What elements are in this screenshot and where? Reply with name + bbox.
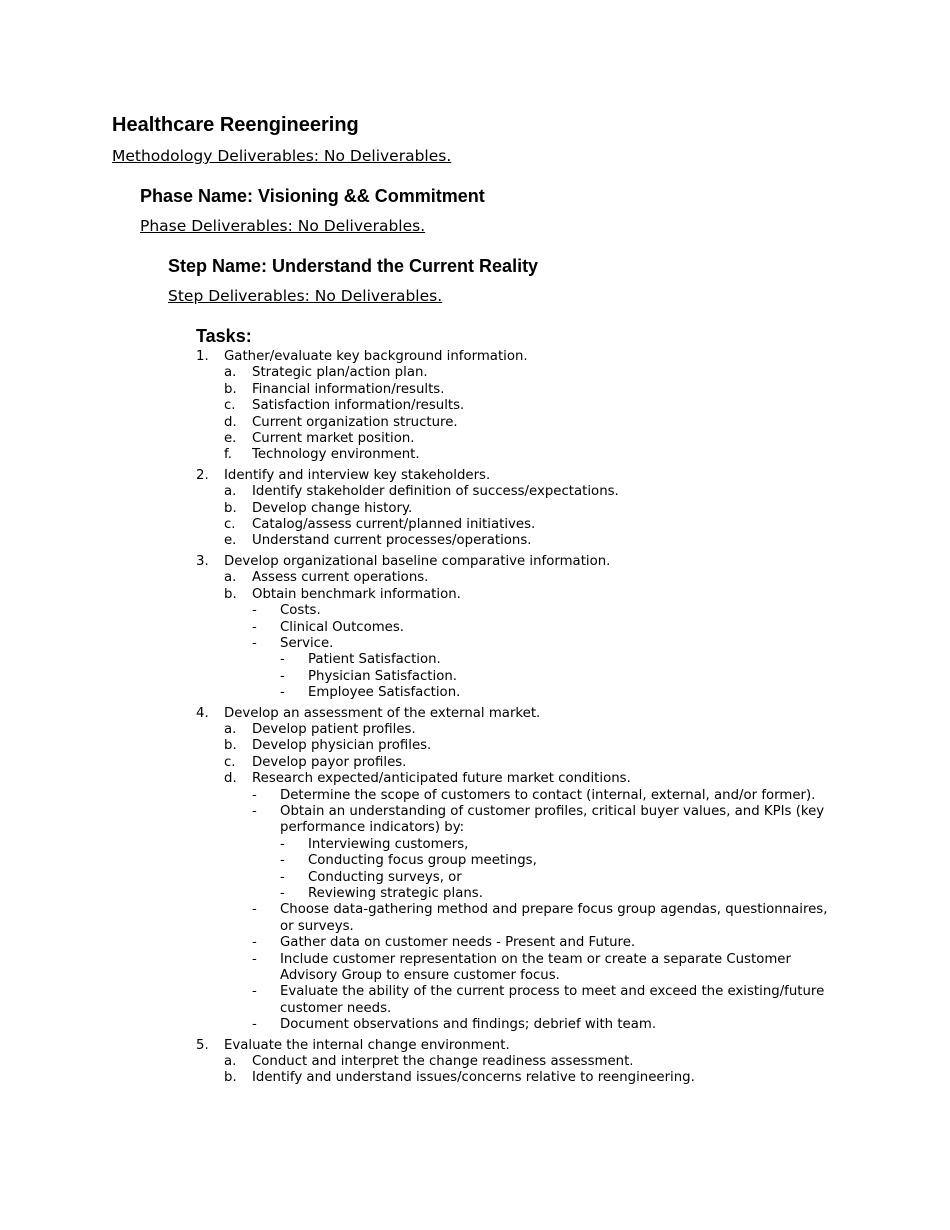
list-marker: -	[280, 668, 285, 684]
list-marker: -	[280, 853, 285, 869]
subtask-item	[224, 1054, 836, 1070]
list-item-text: Document observations and findings; debrief with team.	[280, 1017, 657, 1033]
list-marker: d.	[224, 771, 237, 787]
list-marker: 2.	[196, 467, 209, 483]
task-item	[196, 468, 836, 484]
list-item-text: Evaluate the ability of the current process to meet and exceed the existing/future customer needs.	[280, 984, 825, 1016]
bullet-item	[252, 620, 836, 636]
subtask-item	[224, 533, 836, 549]
list-item-text: Financial information/results.	[252, 381, 445, 397]
list-item-text: Conduct and interpret the change readiness assessment.	[252, 1054, 634, 1070]
bullet-item	[280, 853, 836, 869]
phase-deliverables: Phase Deliverables: No Deliverables.	[140, 217, 426, 235]
list-marker: a.	[224, 365, 237, 381]
list-item-text: Obtain benchmark information.	[252, 586, 461, 602]
subtask-item	[224, 1070, 836, 1086]
list-item-text: Interviewing customers,	[308, 836, 469, 852]
bullet-item	[252, 902, 836, 935]
subtask-item	[224, 738, 836, 754]
list-item-text: Develop an assessment of the external market.	[224, 705, 541, 721]
list-marker: b.	[224, 738, 237, 754]
list-marker: -	[252, 787, 257, 803]
subtask-item	[224, 431, 836, 447]
list-marker: -	[252, 935, 257, 951]
list-marker: c.	[224, 517, 236, 533]
subtask-item	[224, 382, 836, 398]
task-item	[196, 706, 836, 722]
list-item-text: Gather/evaluate key background information.	[224, 349, 528, 364]
list-item-text: Choose data-gathering method and prepare focus group agendas, questionnaires, or surveys.	[280, 902, 828, 934]
list-marker: -	[252, 902, 257, 918]
list-marker: b.	[224, 381, 237, 397]
subtask-item	[224, 517, 836, 533]
list-marker: b.	[224, 1070, 237, 1086]
list-item-text: Develop payor profiles.	[252, 754, 407, 770]
list-marker: a.	[224, 721, 237, 737]
subtask-item	[224, 484, 836, 500]
list-item-text: Service.	[280, 635, 334, 651]
subtask-item	[224, 447, 836, 463]
bullet-item	[280, 652, 836, 668]
list-marker: a.	[224, 484, 237, 500]
list-marker: e.	[224, 431, 237, 447]
bullet-item	[252, 984, 836, 1017]
list-marker: 4.	[196, 705, 209, 721]
list-item-text: Employee Satisfaction.	[308, 685, 461, 701]
list-item-text: Reviewing strategic plans.	[308, 886, 483, 901]
list-marker: 1.	[196, 349, 209, 364]
list-item-text: Current organization structure.	[252, 414, 458, 430]
bullet-item	[280, 886, 836, 902]
list-marker: -	[252, 603, 257, 619]
list-marker: 3.	[196, 553, 209, 569]
list-item-text: Catalog/assess current/planned initiatives.	[252, 517, 536, 533]
subtask-item	[224, 501, 836, 517]
subtask-item	[224, 587, 836, 603]
list-marker: -	[252, 984, 257, 1000]
list-item-text: Determine the scope of customers to contact (internal, external, and/or former).	[280, 787, 816, 803]
list-marker: b.	[224, 500, 237, 516]
list-item-text: Develop change history.	[252, 500, 413, 516]
bullet-item	[252, 952, 836, 985]
list-marker: 5.	[196, 1037, 209, 1053]
list-item-text: Gather data on customer needs - Present and Future.	[280, 935, 636, 951]
list-marker: e.	[224, 533, 237, 549]
bullet-item	[280, 669, 836, 685]
list-item-text: Understand current processes/operations.	[252, 533, 532, 549]
list-marker: -	[280, 685, 285, 701]
list-marker: -	[252, 619, 257, 635]
task-item	[196, 1038, 836, 1054]
step-name: Step Name: Understand the Current Reality	[168, 256, 539, 276]
step-deliverables: Step Deliverables: No Deliverables.	[168, 287, 443, 305]
subtask-item	[224, 771, 836, 787]
list-item-text: Assess current operations.	[252, 570, 429, 586]
subtask-item	[224, 722, 836, 738]
list-item-text: Current market position.	[252, 431, 415, 447]
subtask-item	[224, 365, 836, 381]
list-item-text: Conducting focus group meetings,	[308, 853, 537, 869]
list-marker: -	[280, 836, 285, 852]
list-item-text: Develop patient profiles.	[252, 721, 416, 737]
list-marker: -	[280, 652, 285, 668]
list-marker: a.	[224, 1054, 237, 1070]
list-marker: -	[252, 1017, 257, 1033]
bullet-item	[252, 804, 836, 837]
list-item-text: Physician Satisfaction.	[308, 668, 458, 684]
bullet-item	[252, 603, 836, 619]
list-marker: b.	[224, 586, 237, 602]
bullet-item	[280, 685, 836, 701]
subtask-item	[224, 398, 836, 414]
list-item-text: Costs.	[280, 603, 321, 619]
list-item-text: Obtain an understanding of customer profiles, critical buyer values, and KPIs (key performance indicators) by:	[280, 803, 825, 836]
list-marker: a.	[224, 570, 237, 586]
list-item-text: Develop organizational baseline comparative information.	[224, 553, 611, 569]
list-item-text: Evaluate the internal change environment.	[224, 1037, 510, 1053]
tasks-heading: Tasks:	[196, 326, 252, 346]
list-item-text: Include customer representation on the team or create a separate Customer Advisory Group to ensure customer focus.	[280, 951, 791, 984]
list-marker: -	[252, 635, 257, 651]
list-item-text: Identify stakeholder definition of success/expectations.	[252, 484, 619, 500]
list-item-text: Research expected/anticipated future market conditions.	[252, 771, 631, 787]
bullet-item	[280, 837, 836, 853]
list-item-text: Strategic plan/action plan.	[252, 365, 428, 381]
methodology-deliverables: Methodology Deliverables: No Deliverables.	[112, 147, 452, 165]
list-marker: -	[252, 951, 257, 967]
task-item	[196, 554, 836, 570]
list-item-text: Technology environment.	[252, 447, 420, 463]
subtask-item	[224, 415, 836, 431]
document-title: Healthcare Reengineering	[112, 114, 359, 136]
list-item-text: Satisfaction information/results.	[252, 398, 465, 414]
list-item-text: Develop physician profiles.	[252, 738, 432, 754]
task-item	[196, 349, 836, 365]
bullet-item	[280, 870, 836, 886]
list-marker: -	[280, 869, 285, 885]
list-marker: d.	[224, 414, 237, 430]
list-marker: -	[280, 886, 285, 901]
list-item-text: Clinical Outcomes.	[280, 619, 405, 635]
bullet-item	[252, 935, 836, 951]
subtask-item	[224, 755, 836, 771]
list-marker: c.	[224, 754, 236, 770]
bullet-item	[252, 788, 836, 804]
list-item-text: Identify and understand issues/concerns relative to reengineering.	[252, 1070, 695, 1086]
list-item-text: Patient Satisfaction.	[308, 652, 441, 668]
list-marker: -	[252, 803, 257, 819]
list-item-text: Conducting surveys, or	[308, 869, 462, 885]
list-item-text: Identify and interview key stakeholders.	[224, 467, 491, 483]
list-marker: c.	[224, 398, 236, 414]
list-marker: f.	[224, 447, 232, 463]
subtask-item	[224, 570, 836, 586]
phase-name: Phase Name: Visioning && Commitment	[140, 186, 485, 206]
bullet-item	[252, 636, 836, 652]
task-list	[196, 349, 836, 1087]
bullet-item	[252, 1017, 836, 1033]
